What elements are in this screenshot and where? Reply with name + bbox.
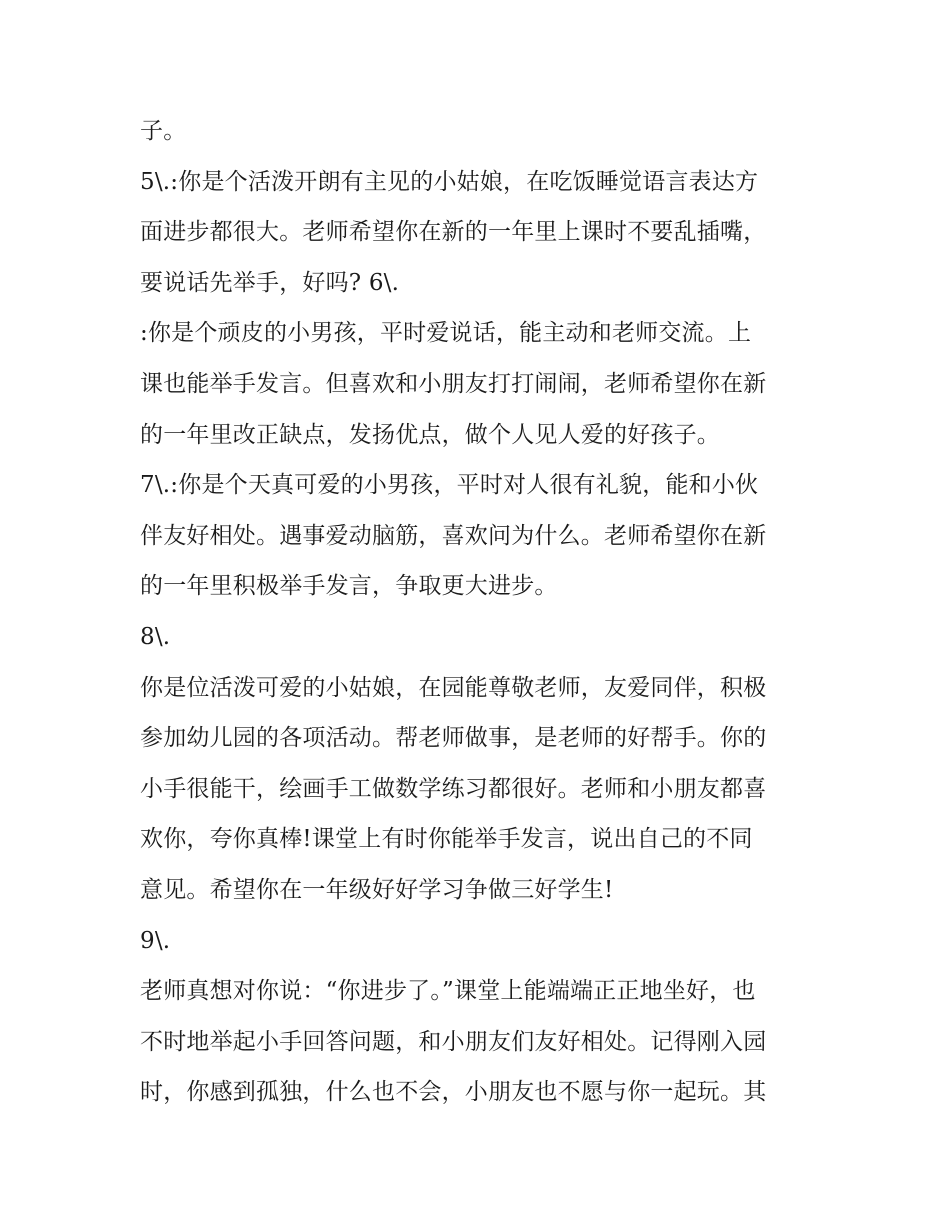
text-line: 参加幼儿园的各项活动。帮老师做事，是老师的好帮手。你的 — [140, 725, 767, 752]
text-line: 欢你，夸你真棒!课堂上有时你能举手发言，说出自己的不同 — [140, 826, 753, 853]
text-line: 小手很能干，绘画手工做数学练习都很好。老师和小朋友都喜 — [140, 775, 767, 802]
text-line: 8\. — [140, 623, 171, 650]
text-line: 7\.:你是个天真可爱的小男孩，平时对人很有礼貌，能和小伙 — [140, 472, 759, 499]
text-line: 不时地举起小手回答问题，和小朋友们友好相处。记得刚入园 — [140, 1028, 767, 1055]
text-line: 面进步都很大。老师希望你在新的一年里上课时不要乱插嘴， — [140, 219, 767, 246]
text-line: 的一年里积极举手发言，争取更大进步。 — [140, 573, 558, 600]
text-line: 9\. — [140, 927, 171, 954]
text-line: 的一年里改正缺点，发扬优点，做个人见人爱的好孩子。 — [140, 421, 720, 448]
text-line: 时，你感到孤独，什么也不会，小朋友也不愿与你一起玩。其 — [140, 1079, 767, 1106]
text-line: 老师真想对你说：“你进步了。”课堂上能端端正正地坐好，也 — [140, 978, 756, 1005]
text-line: 意见。希望你在一年级好好学习争做三好学生! — [140, 876, 614, 903]
text-line: 要说话先举手，好吗? 6\. — [140, 269, 400, 296]
text-line: 子。 — [140, 118, 187, 144]
text-line: 你是位活泼可爱的小姑娘，在园能尊敬老师，友爱同伴，积极 — [140, 674, 767, 701]
text-line: 课也能举手发言。但喜欢和小朋友打打闹闹，老师希望你在新 — [140, 370, 767, 397]
text-line: 伴友好相处。遇事爱动脑筋，喜欢问为什么。老师希望你在新 — [140, 522, 767, 549]
document-body — [140, 106, 820, 1118]
text-line: :你是个顽皮的小男孩，平时爱说话，能主动和老师交流。上 — [140, 320, 752, 347]
text-line: 5\.:你是个活泼开朗有主见的小姑娘，在吃饭睡觉语言表达方 — [140, 168, 759, 195]
